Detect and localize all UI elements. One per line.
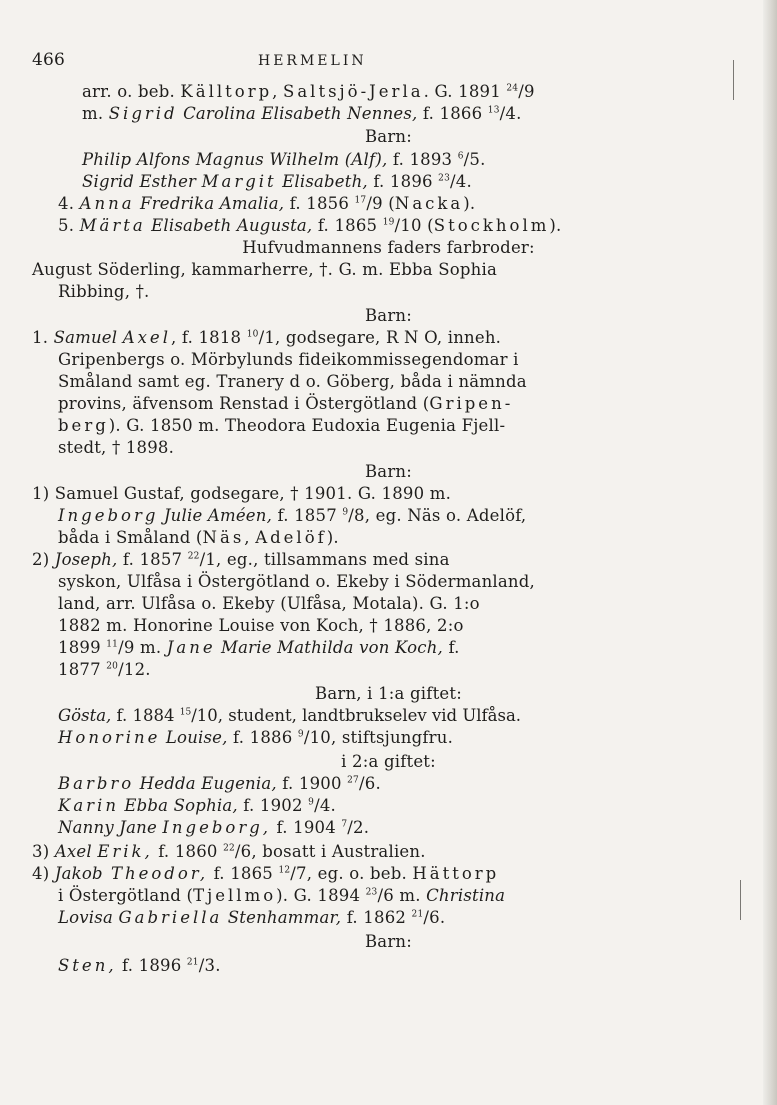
text-line: Lovisa Gabriella Stenhammar, f. 1862 $^{21}$/6. bbox=[58, 908, 446, 927]
text-line: berg). G. 1850 m. Theodora Eudoxia Eugenia Fjell- bbox=[58, 416, 506, 435]
text-line: Barbro Hedda Eugenia, f. 1900 $^{27}$/6. bbox=[58, 774, 381, 793]
text-line: 4. Anna Fredrika Amalia, f. 1856 $^{17}$/9 (Nacka). bbox=[58, 194, 476, 213]
text-line: Nanny Jane Ingeborg, f. 1904 $^7$/2. bbox=[58, 818, 370, 837]
page-number: 466 bbox=[32, 50, 66, 70]
section-heading: Barn, i 1:a giftet: bbox=[315, 684, 462, 703]
text-line: Ingeborg Julie Améen, f. 1857 $^9$/8, eg. Näs o. Adelöf, bbox=[58, 506, 527, 525]
section-heading: Barn: bbox=[364, 932, 413, 951]
binding-mark bbox=[733, 60, 734, 100]
section-heading: i 2:a giftet: bbox=[341, 752, 436, 771]
text-line: i Östergötland (Tjellmo). G. 1894 $^{23}$/6 m. Christina bbox=[58, 886, 506, 905]
section-heading: Barn: bbox=[364, 127, 413, 146]
text-line: provins, äfvensom Renstad i Östergötland (Gripen- bbox=[58, 394, 514, 413]
section-heading: Barn: bbox=[364, 462, 413, 481]
section-heading: Barn: bbox=[364, 306, 413, 325]
text-line: 4) Jakob Theodor, f. 1865 $^{12}$/7, eg. o. beb. Hättorp bbox=[32, 864, 500, 883]
text-line: arr. o. beb. Källtorp, Saltsjö-Jerla. G. 1891 $^{24}$/9 bbox=[82, 82, 535, 101]
text-line: Karin Ebba Sophia, f. 1902 $^9$/4. bbox=[58, 796, 336, 815]
text-line: Sigrid Esther Margit Elisabeth, f. 1896 $^{23}$/4. bbox=[82, 172, 472, 191]
text-line: 1) Samuel Gustaf, godsegare, † 1901. G. 1890 m. bbox=[32, 484, 452, 503]
text-line: land, arr. Ulfåsa o. Ekeby (Ulfåsa, Motala). G. 1:o bbox=[58, 594, 480, 613]
text-line: Philip Alfons Magnus Wilhelm (Alf), f. 1893 $^6$/5. bbox=[82, 150, 486, 169]
text-line: stedt, † 1898. bbox=[58, 438, 175, 457]
text-line: syskon, Ulfåsa i Östergötland o. Ekeby i Södermanland, bbox=[58, 572, 535, 591]
text-line: Gösta, f. 1884 $^{15}$/10, student, landtbrukselev vid Ulfåsa. bbox=[58, 706, 522, 725]
text-line: m. Sigrid Carolina Elisabeth Nennes, f. 1866 $^{13}$/4. bbox=[82, 104, 522, 123]
binding-mark bbox=[740, 880, 741, 920]
text-line: 1877 $^{20}$/12. bbox=[58, 660, 151, 679]
running-title: HERMELIN bbox=[258, 53, 367, 69]
text-line: 5. Märta Elisabeth Augusta, f. 1865 $^{19}$/10 (Stockholm). bbox=[58, 216, 562, 235]
text-line: Gripenbergs o. Mörbylunds fideikommissegendomar i bbox=[58, 350, 519, 369]
section-heading: Hufvudmannens faders farbroder: bbox=[242, 238, 535, 257]
text-line: August Söderling, kammarherre, †. G. m. Ebba Sophia bbox=[32, 260, 497, 279]
text-line: 2) Joseph, f. 1857 $^{22}$/1, eg., tillsammans med sina bbox=[32, 550, 450, 569]
text-line: båda i Småland (Näs, Adelöf). bbox=[58, 528, 339, 547]
text-line: Honorine Louise, f. 1886 $^9$/10, stiftsjungfru. bbox=[58, 728, 454, 747]
text-line: Ribbing, †. bbox=[58, 282, 150, 301]
text-line: Sten, f. 1896 $^{21}$/3. bbox=[58, 956, 221, 975]
text-line: 3) Axel Erik, f. 1860 $^{22}$/6, bosatt i Australien. bbox=[32, 842, 426, 861]
text-line: 1882 m. Honorine Louise von Koch, † 1886, 2:o bbox=[58, 616, 464, 635]
text-line: 1899 $^{11}$/9 m. Jane Marie Mathilda von Koch, f. bbox=[58, 638, 460, 657]
text-line: 1. Samuel Axel, f. 1818 $^{10}$/1, godsegare, R N O, inneh. bbox=[32, 328, 502, 347]
text-line: Småland samt eg. Tranery d o. Göberg, båda i nämnda bbox=[58, 372, 527, 391]
